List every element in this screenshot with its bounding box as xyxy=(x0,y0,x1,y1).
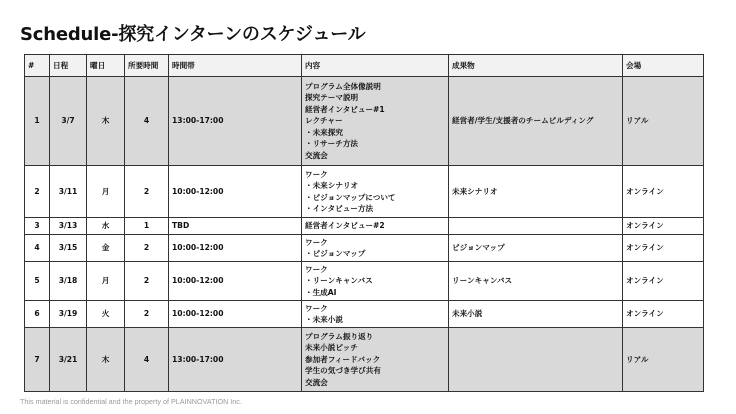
content-line: ・生成AI xyxy=(305,287,337,297)
cell-deliverable: リーンキャンバス xyxy=(449,262,623,301)
table-row xyxy=(25,301,704,328)
content-line: レクチャー xyxy=(305,116,343,126)
confidentiality-footer: This material is confidential and the property of PLAINNOVATION Inc. xyxy=(20,397,242,406)
cell-time: TBD xyxy=(169,218,302,235)
cell-date: 3/18 xyxy=(50,262,87,301)
content-line: 学生の気づき学び共有 xyxy=(305,366,381,376)
content-line: ・ビジョンマップ xyxy=(305,249,366,258)
cell-weekday: 水 xyxy=(87,218,125,235)
cell-date: 3/11 xyxy=(50,166,87,218)
column-header-venue: 会場 xyxy=(623,55,704,77)
table-row xyxy=(25,166,704,218)
cell-hours: 1 xyxy=(125,218,169,235)
cell-hours: 4 xyxy=(125,77,169,166)
cell-number: 4 xyxy=(25,235,50,262)
content-line: プログラム振り返り xyxy=(305,331,374,341)
cell-venue: オンライン xyxy=(623,301,704,328)
cell-content xyxy=(302,328,449,392)
cell-venue: オンライン xyxy=(623,166,704,218)
table-row xyxy=(25,218,704,235)
cell-hours: 2 xyxy=(125,262,169,301)
cell-number: 1 xyxy=(25,77,50,166)
cell-date: 3/7 xyxy=(50,77,87,166)
cell-venue: オンライン xyxy=(623,262,704,301)
cell-time: 10:00-12:00 xyxy=(169,166,302,218)
cell-time: 10:00-12:00 xyxy=(169,262,302,301)
cell-content xyxy=(302,166,449,218)
cell-venue: リアル xyxy=(623,77,704,166)
cell-weekday: 木 xyxy=(87,328,125,392)
cell-hours: 2 xyxy=(125,235,169,262)
cell-deliverable xyxy=(449,328,623,392)
cell-deliverable xyxy=(449,218,623,235)
cell-time: 10:00-12:00 xyxy=(169,235,302,262)
cell-content xyxy=(302,218,449,235)
table-row xyxy=(25,262,704,301)
cell-hours: 2 xyxy=(125,166,169,218)
content-line: ワーク xyxy=(305,303,328,313)
content-line: 交流会 xyxy=(305,377,328,387)
table-row xyxy=(25,77,704,166)
column-header-number: # xyxy=(25,55,50,77)
cell-date: 3/21 xyxy=(50,328,87,392)
content-line: 未来小説ピッチ xyxy=(305,343,358,353)
content-line: 経営者インタビュー#1 xyxy=(305,104,385,114)
page-title: Schedule-探究インターンのスケジュール xyxy=(20,24,366,45)
cell-deliverable: 経営者/学生/支援者のチームビルディング xyxy=(449,77,623,166)
table-row xyxy=(25,235,704,262)
cell-content xyxy=(302,301,449,328)
cell-venue: オンライン xyxy=(623,218,704,235)
cell-number: 7 xyxy=(25,328,50,392)
cell-date: 3/15 xyxy=(50,235,87,262)
content-line: ・ビジョンマップについて xyxy=(305,192,396,202)
cell-weekday: 月 xyxy=(87,166,125,218)
column-header-deliverable: 成果物 xyxy=(449,55,623,77)
column-header-weekday: 曜日 xyxy=(87,55,125,77)
column-header-hours: 所要時間 xyxy=(125,55,169,77)
content-line: 探究テーマ説明 xyxy=(305,93,359,103)
cell-weekday: 火 xyxy=(87,301,125,328)
cell-weekday: 木 xyxy=(87,77,125,166)
table-row xyxy=(25,328,704,392)
cell-hours: 2 xyxy=(125,301,169,328)
content-line: プログラム全体像説明 xyxy=(305,82,381,92)
cell-venue: オンライン xyxy=(623,235,704,262)
cell-time: 13:00-17:00 xyxy=(169,77,302,166)
cell-deliverable: 未来小説 xyxy=(449,301,623,328)
content-line: ・リーンキャンバス xyxy=(305,276,373,286)
cell-content xyxy=(302,235,449,262)
cell-date: 3/13 xyxy=(50,218,87,235)
content-line: 交流会 xyxy=(305,150,328,160)
content-line: ワーク xyxy=(305,264,328,274)
cell-weekday: 金 xyxy=(87,235,125,262)
cell-number: 3 xyxy=(25,218,50,235)
column-header-content: 内容 xyxy=(302,55,449,77)
cell-weekday: 月 xyxy=(87,262,125,301)
cell-content xyxy=(302,262,449,301)
content-line: ・未来シナリオ xyxy=(305,181,359,191)
cell-time: 13:00-17:00 xyxy=(169,328,302,392)
content-line: ワーク xyxy=(305,169,328,179)
schedule-table xyxy=(24,54,704,392)
content-line: ワーク xyxy=(305,237,328,247)
cell-date: 3/19 xyxy=(50,301,87,328)
table-header-row xyxy=(25,55,704,77)
content-line: 経営者インタビュー#2 xyxy=(305,221,385,231)
cell-time: 10:00-12:00 xyxy=(169,301,302,328)
content-line: ・未来探究 xyxy=(305,127,343,137)
column-header-date: 日程 xyxy=(50,55,87,77)
cell-hours: 4 xyxy=(125,328,169,392)
content-line: ・インタビュー方法 xyxy=(305,203,374,213)
cell-number: 2 xyxy=(25,166,50,218)
content-line: ・リサーチ方法 xyxy=(305,139,359,149)
column-header-time: 時間帯 xyxy=(169,55,302,77)
cell-number: 5 xyxy=(25,262,50,301)
cell-content xyxy=(302,77,449,166)
cell-number: 6 xyxy=(25,301,50,328)
cell-deliverable: ビジョンマップ xyxy=(449,235,623,262)
cell-deliverable: 未来シナリオ xyxy=(449,166,623,218)
content-line: 参加者フィードバック xyxy=(305,354,381,364)
cell-venue: リアル xyxy=(623,328,704,392)
content-line: ・未来小説 xyxy=(305,315,343,324)
